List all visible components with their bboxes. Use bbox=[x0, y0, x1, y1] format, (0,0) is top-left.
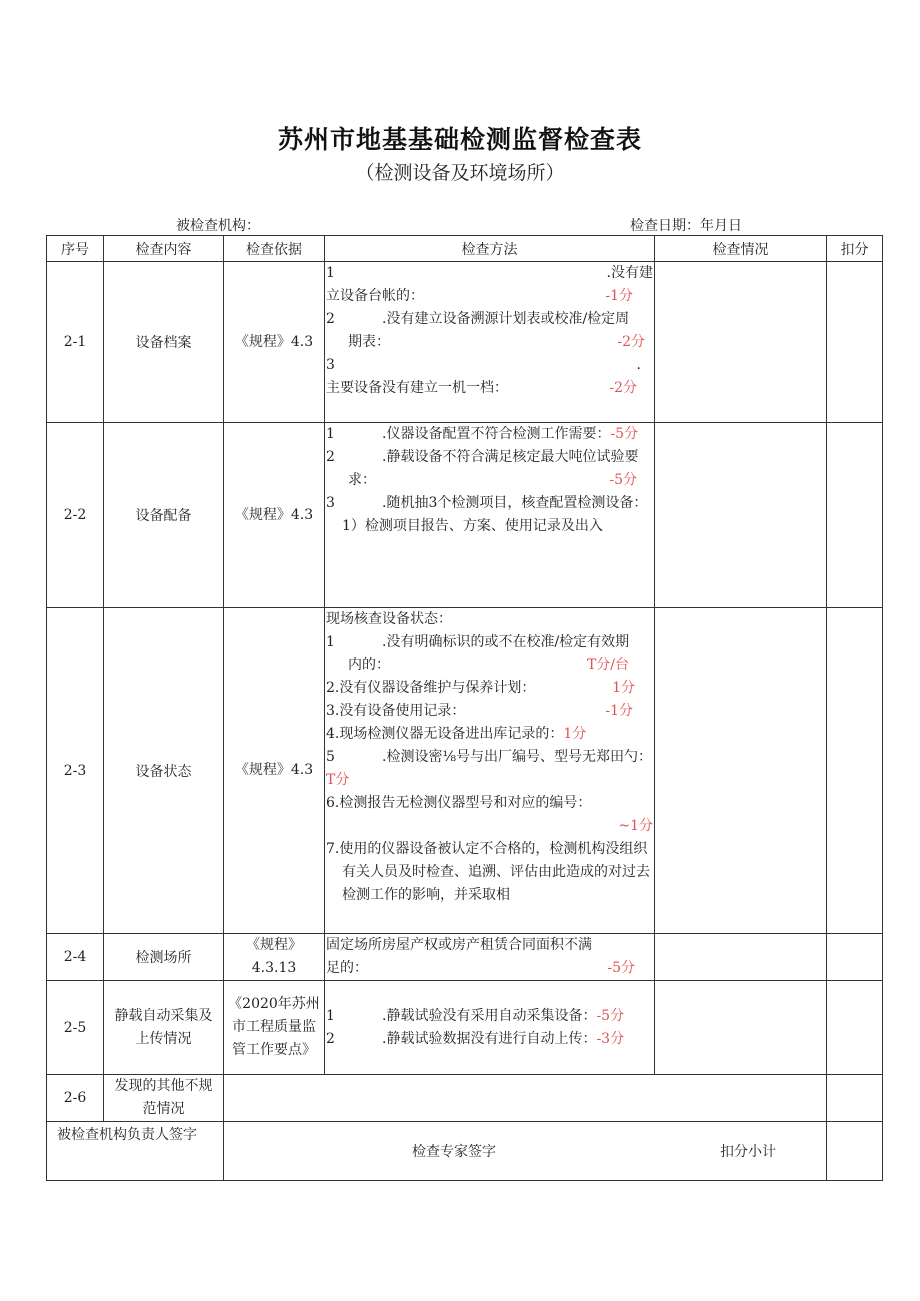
document-title: 苏州市地基基础检测监督检查表 bbox=[277, 125, 642, 154]
deduction-score: -5分 bbox=[610, 426, 639, 442]
subtotal-label: 扣分小计 bbox=[720, 1144, 776, 1160]
deduction-score: -5分 bbox=[609, 472, 637, 488]
deduction-score: 1分 bbox=[612, 680, 635, 696]
deduction-cell[interactable] bbox=[827, 934, 883, 981]
deduction-score: T分 bbox=[326, 772, 350, 788]
subtotal-cell[interactable] bbox=[827, 1122, 883, 1181]
item-number: 2 bbox=[326, 1030, 335, 1047]
inspection-date-label: 检查日期：年月日 bbox=[630, 218, 742, 234]
method-text: 立设备台帐的： bbox=[326, 288, 424, 304]
row-content: 设备档案 bbox=[104, 262, 224, 423]
row-method bbox=[325, 423, 655, 608]
org-signature-label: 被检查机构负责人签字 bbox=[47, 1122, 224, 1181]
inspection-result-cell[interactable] bbox=[655, 262, 827, 423]
row-basis: 《规程》4.3 bbox=[224, 262, 325, 423]
method-text: 4.现场检测仪器无设备进出库记录的： bbox=[326, 726, 564, 742]
document-subtitle: （检测设备及环境场所） bbox=[355, 162, 565, 184]
method-text: 3.没有设备使用记录： bbox=[326, 703, 466, 719]
item-number: 3 bbox=[326, 495, 335, 511]
column-header: 检查方法 bbox=[325, 236, 655, 262]
expert-signature-cell[interactable] bbox=[224, 1122, 827, 1181]
method-text: .检测设密⅛号与出厂编号、型号无郑田勺： bbox=[382, 749, 653, 765]
row-method bbox=[325, 608, 655, 934]
row-number: 2-2 bbox=[47, 423, 104, 608]
method-text: 足的： bbox=[326, 960, 368, 976]
method-text: 现场核查设备状态： bbox=[326, 611, 452, 627]
item-number: 1 bbox=[326, 426, 335, 442]
table-row bbox=[47, 423, 883, 608]
column-header: 检查内容 bbox=[104, 236, 224, 262]
deduction-score: -1分 bbox=[605, 703, 633, 719]
expert-signature-label: 检查专家签字 bbox=[412, 1144, 496, 1160]
other-findings-cell[interactable] bbox=[224, 1075, 827, 1122]
deduction-cell[interactable] bbox=[827, 262, 883, 423]
method-text: .没有明确标识的或不在校准/检定有效期 bbox=[382, 634, 630, 650]
method-text: 主要设备没有建立一机一档： bbox=[326, 380, 508, 396]
method-text: .静载设备不符合满足核定最大吨位试验要 bbox=[382, 449, 639, 465]
row-number: 2-1 bbox=[47, 262, 104, 423]
inspected-org-label: 被检查机构： bbox=[176, 218, 260, 234]
deduction-score: -1分 bbox=[605, 288, 633, 304]
deduction-score: -2分 bbox=[617, 334, 645, 350]
basis-line: 《规程》 bbox=[246, 937, 302, 953]
inspection-result-cell[interactable] bbox=[655, 423, 827, 608]
method-text: 内的： bbox=[348, 657, 390, 673]
row-method bbox=[325, 934, 655, 981]
row-content: 设备状态 bbox=[104, 608, 224, 934]
column-header: 扣分 bbox=[827, 236, 883, 262]
row-number: 2-4 bbox=[47, 934, 104, 981]
deduction-score: -5分 bbox=[607, 960, 635, 976]
signature-row bbox=[47, 1122, 883, 1181]
column-header: 检查依据 bbox=[224, 236, 325, 262]
item-number: 1 bbox=[326, 634, 335, 650]
method-text: .没有建 bbox=[606, 265, 653, 281]
inspection-table bbox=[46, 235, 883, 1181]
deduction-cell[interactable] bbox=[827, 1075, 883, 1122]
table-header-row bbox=[47, 236, 883, 262]
row-basis: 《2020年苏州市工程质量监管工作要点》 bbox=[224, 981, 325, 1075]
row-number: 2-6 bbox=[47, 1075, 104, 1122]
item-number: 2 bbox=[326, 311, 335, 327]
column-header: 检查情况 bbox=[655, 236, 827, 262]
method-text: .随机抽3个检测项目，核查配置检测设备： bbox=[382, 495, 648, 511]
row-number: 2-3 bbox=[47, 608, 104, 934]
deduction-score: 1分 bbox=[563, 726, 587, 742]
column-header: 序号 bbox=[47, 236, 104, 262]
method-text: .没有建立设备溯源计划表或校准/检定周 bbox=[382, 311, 630, 327]
method-text: . bbox=[636, 357, 641, 373]
row-method bbox=[325, 981, 655, 1075]
table-row bbox=[47, 1075, 883, 1122]
inspection-result-cell[interactable] bbox=[655, 934, 827, 981]
basis-line: 4.3.13 bbox=[251, 960, 297, 976]
deduction-score: -5分 bbox=[596, 1007, 625, 1024]
row-content: 发现的其他不规范情况 bbox=[104, 1075, 224, 1122]
row-content: 检测场所 bbox=[104, 934, 224, 981]
method-text: .静载试验数据没有进行自动上传： bbox=[382, 1030, 597, 1047]
table-row bbox=[47, 262, 883, 423]
item-number: 3 bbox=[326, 357, 335, 373]
item-number: 1 bbox=[326, 265, 335, 281]
method-text: 固定场所房屋产权或房产租赁合同面积不满 bbox=[326, 937, 592, 953]
deduction-score: ~1分 bbox=[618, 818, 653, 834]
row-basis bbox=[224, 934, 325, 981]
row-basis: 《规程》4.3 bbox=[224, 608, 325, 934]
inspection-result-cell[interactable] bbox=[655, 981, 827, 1075]
deduction-score: -2分 bbox=[609, 380, 637, 396]
item-number: 2 bbox=[326, 449, 335, 465]
row-method bbox=[325, 262, 655, 423]
row-basis: 《规程》4.3 bbox=[224, 423, 325, 608]
item-number: 5 bbox=[326, 749, 335, 765]
deduction-score: T分/台 bbox=[586, 657, 629, 673]
row-content: 静载自动采集及上传情况 bbox=[104, 981, 224, 1075]
row-content: 设备配备 bbox=[104, 423, 224, 608]
method-text: 2.没有仪器设备维护与保养计划： bbox=[326, 680, 536, 696]
method-text: 求： bbox=[348, 472, 376, 488]
deduction-cell[interactable] bbox=[827, 981, 883, 1075]
row-number: 2-5 bbox=[47, 981, 104, 1075]
table-row bbox=[47, 608, 883, 934]
deduction-cell[interactable] bbox=[827, 608, 883, 934]
method-text: 期表： bbox=[348, 334, 390, 350]
deduction-cell[interactable] bbox=[827, 423, 883, 608]
inspection-result-cell[interactable] bbox=[655, 608, 827, 934]
method-text: .仪器设备配置不符合检测工作需要： bbox=[382, 426, 611, 442]
table-row bbox=[47, 981, 883, 1075]
method-text: 6.检测报告无检测仪器型号和对应的编号： bbox=[326, 795, 592, 811]
deduction-score: -3分 bbox=[596, 1030, 625, 1047]
table-row bbox=[47, 934, 883, 981]
item-number: 1 bbox=[326, 1007, 335, 1024]
method-text: 7.使用的仪器设备被认定不合格的，检测机构没组织有关人员及时检查、追溯、评估由此造成的对过去检测工作的影响，并采取相 bbox=[326, 841, 650, 903]
method-text: .静载试验没有采用自动采集设备： bbox=[382, 1007, 597, 1024]
method-text: 1）检测项目报告、方案、使用记录及出入 bbox=[342, 518, 603, 534]
